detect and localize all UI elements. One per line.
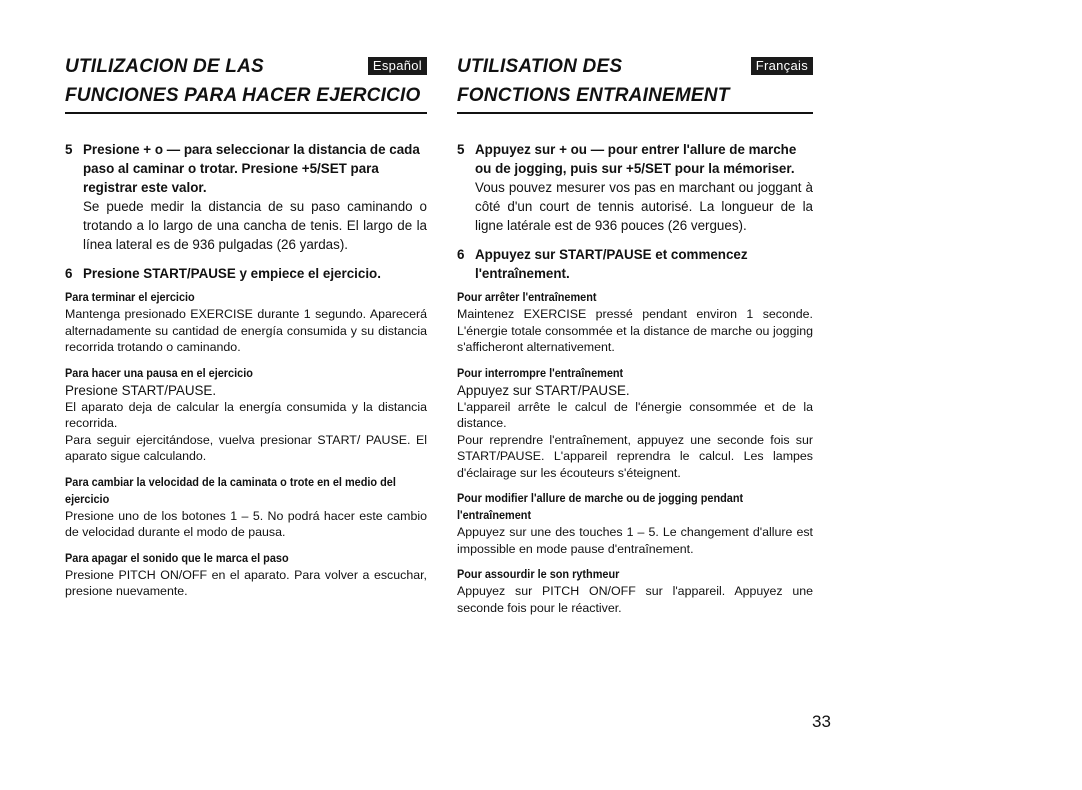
section-text: El aparato deja de calcular la energía consumida y la distancia recorrida. xyxy=(65,399,427,430)
spanish-step-6 xyxy=(65,264,427,283)
section-heading: Para terminar el ejercicio xyxy=(65,290,195,304)
step-instruction: Appuyez sur START/PAUSE et commencez l'entraînement. xyxy=(475,247,748,281)
french-title-line1: UTILISATION DES xyxy=(457,56,623,77)
section-text: Maintenez EXERCISE pressé pendant environ 1 seconde. L'énergie totale consommée et la distance de marche ou jogging s'afficheront alternativement. xyxy=(457,307,813,354)
section-heading: Pour interrompre l'entraînement xyxy=(457,365,624,380)
section-heading: Para apagar el sonido que le marca el paso xyxy=(65,550,289,565)
spanish-section-pause xyxy=(65,365,427,465)
spanish-section-stop xyxy=(65,289,427,356)
french-section-change-speed xyxy=(457,490,813,557)
french-section-mute xyxy=(457,566,813,616)
french-title-rule xyxy=(457,112,813,114)
french-language-badge: Français xyxy=(751,57,813,75)
step-number: 5 xyxy=(65,142,73,157)
section-text-main: Appuyez sur START/PAUSE. xyxy=(457,382,630,398)
spanish-title xyxy=(65,52,427,114)
step-note: Vous pouvez mesurer vos pas en marchant ou joggant à côté d'un court de tennis autorisé. La longueur de la ligne latérale est de 936 pouces (26 vergues). xyxy=(475,180,813,233)
step-instruction: Presione + o — para seleccionar la distancia de cada paso al caminar o trotar. Presione +5/SET para registrar este valor. xyxy=(83,142,420,195)
spanish-title-line2: FUNCIONES PARA HACER EJERCICIO xyxy=(65,85,421,106)
step-note: Se puede medir la distancia de su paso caminando o trotando a lo largo de una cancha de tenis. El largo de la línea lateral es de 936 pulgadas (26 yardas). xyxy=(83,199,427,252)
spanish-title-rule xyxy=(65,112,427,114)
step-instruction: Presione START/PAUSE y empiece el ejercicio. xyxy=(83,266,381,281)
section-text: Presione PITCH ON/OFF en el aparato. Para volver a escuchar, presione nuevamente. xyxy=(65,567,427,598)
french-step-5 xyxy=(457,140,813,235)
page-number: 33 xyxy=(812,712,831,731)
step-number: 6 xyxy=(65,266,73,281)
section-heading: Para hacer una pausa en el ejercicio xyxy=(65,365,253,380)
section-text: Appuyez sur PITCH ON/OFF sur l'appareil. Appuyez une seconde fois pour le réactiver. xyxy=(457,584,813,615)
spanish-section-change-speed xyxy=(65,474,427,541)
section-text: Presione uno de los botones 1 – 5. No podrá hacer este cambio de velocidad durante el modo de pausa. xyxy=(65,508,427,539)
french-section-pause xyxy=(457,365,813,482)
section-heading: Pour modifier l'allure de marche ou de jogging pendant l'entraînement xyxy=(457,491,744,522)
step-number: 5 xyxy=(457,142,465,157)
section-heading: Pour assourdir le son rythmeur xyxy=(457,567,620,581)
spanish-title-line1: UTILIZACION DE LAS xyxy=(65,56,264,77)
french-title xyxy=(457,52,813,114)
french-title-line2: FONCTIONS ENTRAINEMENT xyxy=(457,85,730,106)
section-text-extra: Pour reprendre l'entraînement, appuyez une seconde fois sur START/PAUSE. L'appareil reprendra le calcul. Les lampes d'éclairage sur les écouteurs s'éteignent. xyxy=(457,432,813,480)
spanish-step-5 xyxy=(65,140,427,254)
section-text: L'appareil arrête le calcul de l'énergie consommée et de la distance. xyxy=(457,399,813,430)
french-step-6 xyxy=(457,245,813,283)
section-text-main: Presione START/PAUSE. xyxy=(65,382,217,398)
section-text: Mantenga presionado EXERCISE durante 1 segundo. Aparecerá alternadamente su cantidad de energía consumida y su distancia recorrida trotando o caminando. xyxy=(65,307,427,354)
spanish-language-badge: Español xyxy=(368,57,427,75)
section-heading: Pour arrêter l'entraînement xyxy=(457,290,597,304)
french-column xyxy=(457,52,813,616)
section-text: Appuyez sur une des touches 1 – 5. Le changement d'allure est impossible en mode pause d'entraînement. xyxy=(457,525,813,556)
french-section-stop xyxy=(457,289,813,356)
section-text-extra: Para seguir ejercitándose, vuelva presionar START/ PAUSE. El aparato sigue calculando. xyxy=(65,432,427,463)
spanish-column xyxy=(65,52,427,600)
spanish-section-mute xyxy=(65,550,427,600)
section-heading: Para cambiar la velocidad de la caminata o trote en el medio del ejercicio xyxy=(65,474,396,506)
step-instruction: Appuyez sur + ou — pour entrer l'allure de marche ou de jogging, puis sur +5/SET pour la mémoriser. xyxy=(475,142,797,176)
step-number: 6 xyxy=(457,247,465,262)
